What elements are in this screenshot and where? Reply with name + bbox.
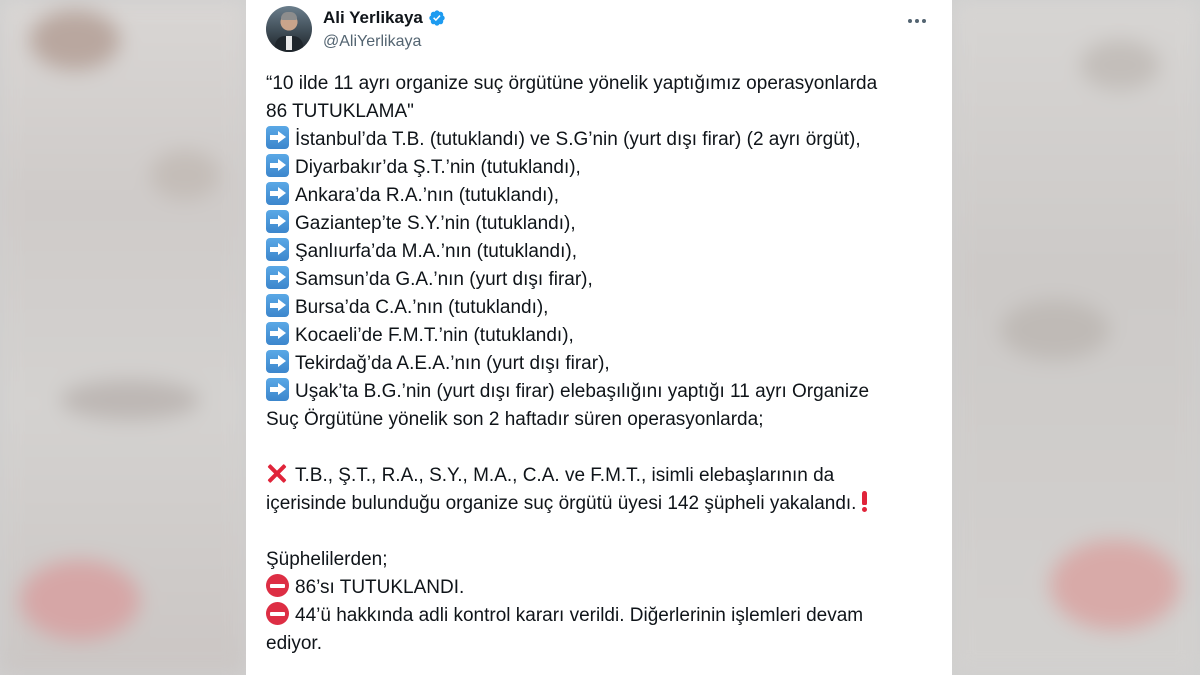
author-name-row (323, 8, 446, 28)
arrested-leaders-line-2: içerisinde bulunduğu organize suç örgütü üyesi 142 şüpheli yakalandı. (266, 490, 936, 518)
right-arrow-emoji-icon (266, 378, 289, 401)
list-item: Ankara’da R.A.’nın (tutuklandı), (266, 182, 936, 210)
right-arrow-emoji-icon (266, 154, 289, 177)
list-item: Diyarbakır’da Ş.T.’nin (tutuklandı), (266, 154, 936, 182)
exclamation-emoji-icon (859, 490, 869, 513)
headline-line-2: 86 TUTUKLAMA" (266, 101, 414, 122)
tweet-text (266, 70, 936, 658)
suspects-intro: Şüphelilerden; (266, 549, 388, 570)
list-item: Uşak’ta B.G.’nin (yurt dışı firar) elebaşılığını yaptığı 11 ayrı Organize (266, 378, 936, 406)
right-arrow-emoji-icon (266, 294, 289, 317)
right-arrow-emoji-icon (266, 182, 289, 205)
right-arrow-emoji-icon (266, 126, 289, 149)
author-display-name[interactable]: Ali Yerlikaya (323, 8, 423, 27)
list-item: Şanlıurfa’da M.A.’nın (tutuklandı), (266, 238, 936, 266)
avatar[interactable] (266, 6, 312, 52)
arrested-leaders-line-1: T.B., Ş.T., R.A., S.Y., M.A., C.A. ve F.M.T., isimli elebaşlarının da (266, 462, 936, 490)
right-arrow-emoji-icon (266, 210, 289, 233)
list-item: Tekirdağ’da A.E.A.’nın (yurt dışı firar), (266, 350, 936, 378)
no-entry-emoji-icon (266, 574, 289, 597)
right-arrow-emoji-icon (266, 238, 289, 261)
list-item: Kocaeli’de F.M.T.’nin (tutuklandı), (266, 322, 936, 350)
result-item: 86’sı TUTUKLANDI. (266, 574, 936, 602)
cross-mark-emoji-icon (266, 462, 288, 485)
list-item: Bursa’da C.A.’nın (tutuklandı), (266, 294, 936, 322)
result-item-continuation: ediyor. (266, 633, 322, 654)
right-arrow-emoji-icon (266, 322, 289, 345)
author-handle[interactable]: @AliYerlikaya (323, 33, 422, 50)
blurred-background-right (952, 0, 1200, 675)
tweet-header (266, 6, 932, 54)
more-options-icon[interactable] (902, 10, 932, 32)
list-item: Samsun’da G.A.’nın (yurt dışı firar), (266, 266, 936, 294)
list-item: Gaziantep’te S.Y.’nin (tutuklandı), (266, 210, 936, 238)
verified-badge-icon (428, 9, 446, 27)
tweet-card (246, 0, 952, 675)
list-item-continuation: Suç Örgütüne yönelik son 2 haftadır süren operasyonlarda; (266, 409, 764, 430)
headline-line-1: “10 ilde 11 ayrı organize suç örgütüne yönelik yaptığımız operasyonlarda (266, 73, 878, 94)
blurred-background-left (0, 0, 246, 675)
right-arrow-emoji-icon (266, 266, 289, 289)
no-entry-emoji-icon (266, 602, 289, 625)
list-item: İstanbul’da T.B. (tutuklandı) ve S.G’nin (yurt dışı firar) (2 ayrı örgüt), (266, 126, 936, 154)
right-arrow-emoji-icon (266, 350, 289, 373)
result-item: 44’ü hakkında adli kontrol kararı verildi. Diğerlerinin işlemleri devam (266, 602, 936, 630)
